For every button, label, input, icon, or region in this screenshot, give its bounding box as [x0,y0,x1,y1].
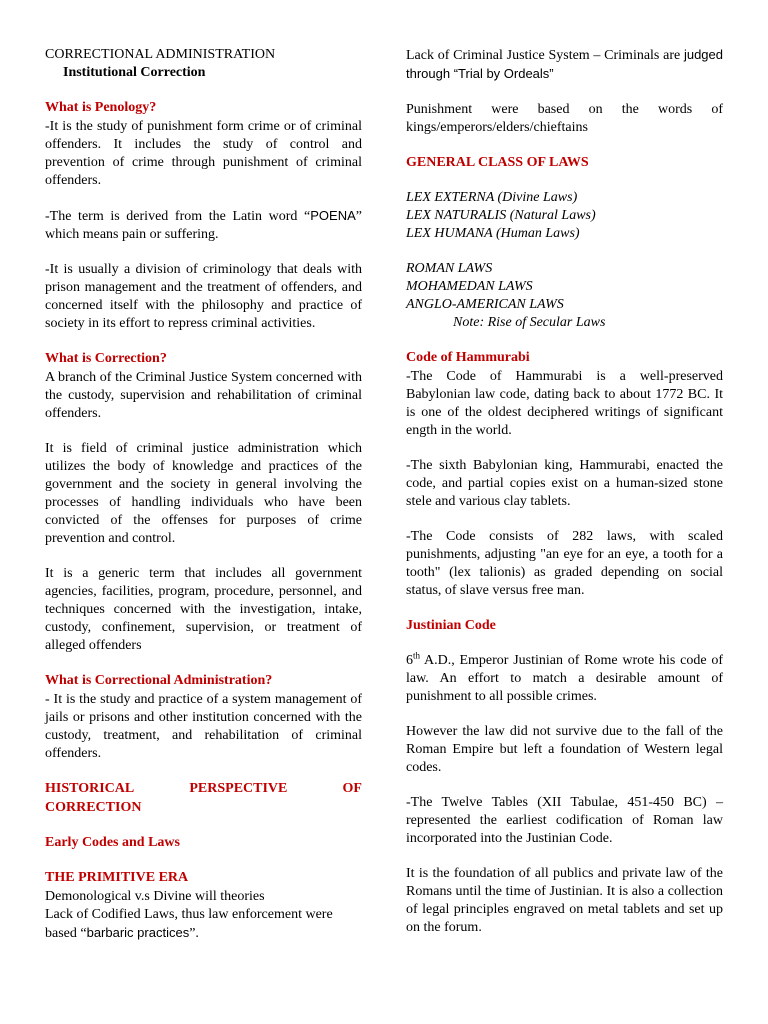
trial-by-ordeals-paragraph [406,46,723,84]
correction-paragraph-1: A branch of the Criminal Justice System concerned with the custody, supervision and rehabilitation of criminal offenders. [45,370,362,421]
barbaric-practices-text: barbaric practices [86,925,190,940]
correctional-administration-heading: What is Correctional Administration? [45,673,273,688]
hammurabi-heading: Code of Hammurabi [406,350,530,365]
correctional-administration-paragraph: - It is the study and practice of a system management of jails or prisons and other institution concerned with the custody, treatment, and rehabilitation of criminal offenders. [45,692,362,761]
primitive-line-3 [45,924,362,943]
hammurabi-paragraph-2: -The sixth Babylonian king, Hammurabi, enacted the code, and partial copies exist on a human-sized stone stele and various clay tablets. [406,458,723,509]
punishment-paragraph: Punishment were based on the words of kings/emperors/elders/chieftains [406,102,723,135]
roman-law-foundation-paragraph: It is the foundation of all publics and private law of the Romans until the time of Justinian. It is also a collection of legal principles engraved on metal tablets and set up on the forum. [406,866,723,935]
correction-heading: What is Correction? [45,351,167,366]
early-codes-heading: Early Codes and Laws [45,835,180,850]
justinian-heading: Justinian Code [406,618,496,633]
primitive-era-heading: THE PRIMITIVE ERA [45,870,189,885]
primitive-line-2: Lack of Codified Laws, thus law enforcement were [45,907,333,922]
penology-paragraph-2-start: -The term is derived from the Latin word “ [45,209,311,224]
primitive-line-3-start: based “ [45,926,87,941]
general-class-heading: GENERAL CLASS OF LAWS [406,155,589,170]
trial-by-ordeals-text: judged through “Trial by Ordeals” [406,47,723,81]
century-suffix: th [413,650,421,661]
mohamedan-laws: MOHAMEDAN LAWS [406,279,533,294]
perspective-word: PERSPECTIVE [189,781,288,796]
correction-paragraph-2: It is field of criminal justice administration which utilizes the body of knowledge and practices of the government and the society in general involving the processes of handling individuals who have been convicted of the offenses for purposes of crime prevention and control. [45,441,362,546]
twelve-tables-paragraph: -The Twelve Tables (XII Tabulae, 451-450 BC) – represented the earliest codification of Roman law incorporated into the Justinian Code. [406,795,723,846]
lack-cjs-text: Lack of Criminal Justice System – Criminals are [406,48,684,63]
century-number: 6 [406,653,413,668]
anglo-american-laws: ANGLO-AMERICAN LAWS [406,297,564,312]
penology-paragraph-3: -It is usually a division of criminology that deals with prison management and the treatment of offenders, and concerned itself with the philosophy and practice of society in its effort to repress criminal activities. [45,262,362,331]
hammurabi-paragraph-3: -The Code consists of 282 laws, with scaled punishments, adjusting "an eye for an eye, a tooth for a tooth" (lex talionis) as graded depending on social status, of slave versus free man. [406,529,723,598]
poena-word: POENA [310,208,356,223]
penology-paragraph-2-end: ” which means pain or suffering. [45,209,362,242]
justinian-paragraph-2: However the law did not survive due to the fall of the Roman Empire but left a foundation of Western legal codes. [406,724,723,775]
document-subtitle: Institutional Correction [63,65,206,80]
penology-paragraph-2 [45,207,362,244]
secular-laws-note: Note: Rise of Secular Laws [453,315,606,330]
lex-humana: LEX HUMANA (Human Laws) [406,226,580,241]
historical-word: HISTORICAL [45,781,135,796]
right-column [406,46,723,954]
penology-paragraph-1: -It is the study of punishment form crime or of criminal offenders. It includes the study of control and prevention of crime through punishment of criminal offenders. [45,119,362,188]
primitive-line-3-end: ”. [189,926,199,941]
historical-perspective-heading-line-2: CORRECTION [45,800,142,815]
penology-heading: What is Penology? [45,100,157,115]
lex-naturalis: LEX NATURALIS (Natural Laws) [406,208,596,223]
correction-paragraph-3: It is a generic term that includes all government agencies, facilities, program, procedure, personnel, and techniques concerned with the investigation, intake, custody, confinement, supervision, or treatment of alleged offenders [45,566,362,653]
justinian-paragraph-1 [406,652,723,706]
historical-perspective-heading-line-1 [45,780,362,798]
lex-externa: LEX EXTERNA (Divine Laws) [406,190,578,205]
primitive-line-1: Demonological v.s Divine will theories [45,889,265,904]
left-column [45,46,362,943]
roman-laws: ROMAN LAWS [406,261,493,276]
document-title: CORRECTIONAL ADMINISTRATION [45,47,276,62]
of-word: OF [342,781,362,796]
justinian-paragraph-1-text: A.D., Emperor Justinian of Rome wrote his code of law. An effort to match a desirable amount of punishment to all possible crimes. [406,653,723,704]
hammurabi-paragraph-1: -The Code of Hammurabi is a well-preserved Babylonian law code, dating back to about 1772 BC. It is one of the oldest deciphered writings of significant ength in the world. [406,369,723,438]
